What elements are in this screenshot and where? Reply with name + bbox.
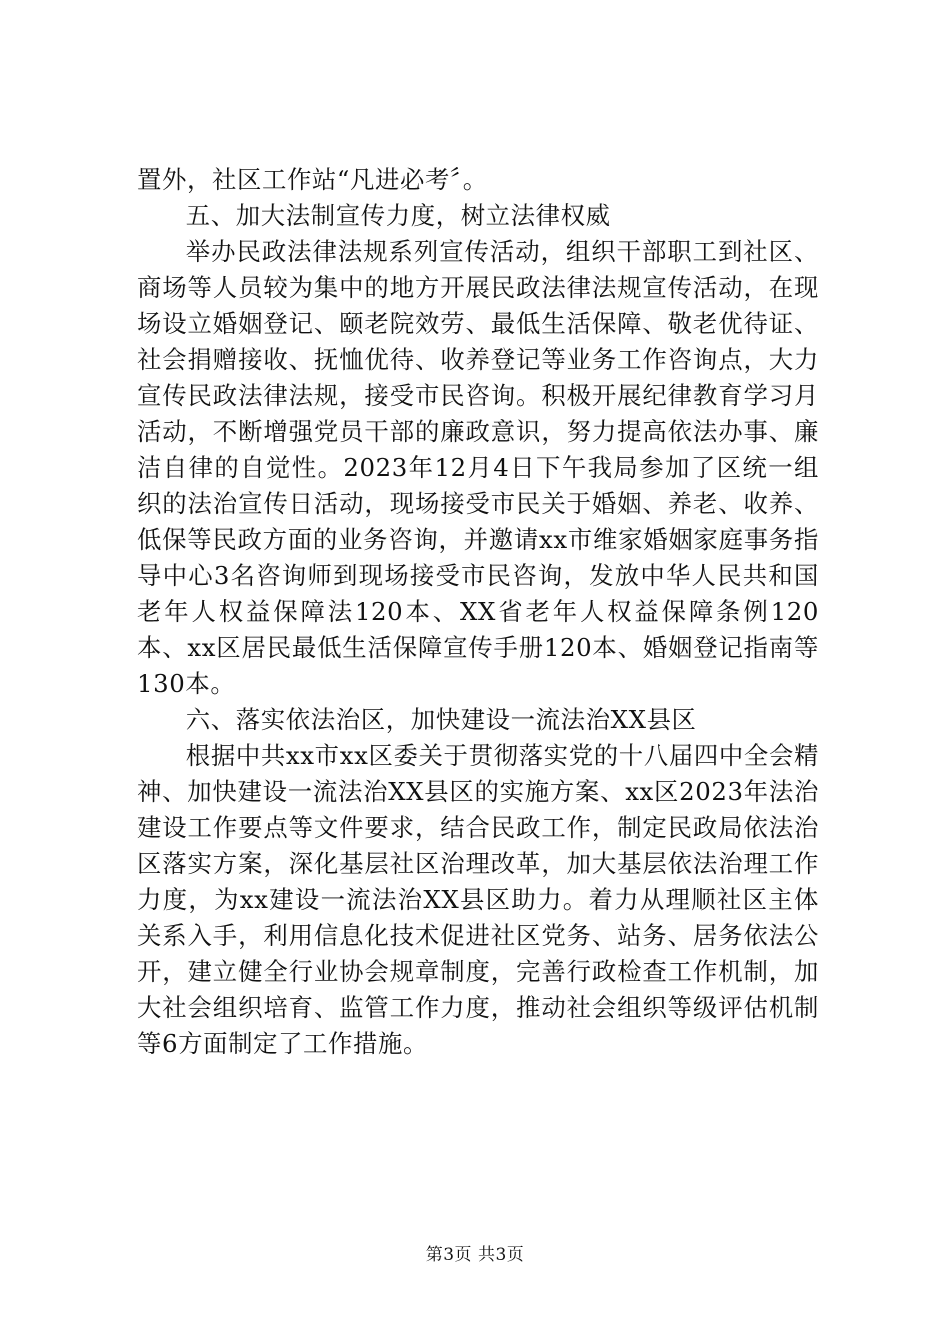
paragraph-rule-of-law: 根据中共xx市xx区委关于贯彻落实党的十八届四中全会精神、加快建设一流法治XX县区的实施方案、xx区2023年法治建设工作要点等文件要求，结合民政工作，制定民政局依法治区落实方案，深化基层社区治理改革，加大基层依法治理工作力度，为xx建设一流法治XX县区助力。着力从理顺社区主体关系入手，利用信息化技术促进社区党务、站务、居务依法公开，建立健全行业协会规章制度，完善行政检查工作机制，加大社会组织培育、监管工作力度，推动社会组织等级评估机制等6方面制定了工作措施。 — [137, 741, 819, 1058]
section-heading-5: 五、加大法制宣传力度，树立法律权威 — [185, 201, 611, 230]
page-footer: 第3页 共3页 — [425, 1245, 525, 1265]
section-heading-6: 六、落实依法治区，加快建设一流法治XX县区 — [185, 705, 697, 734]
paragraph-legal-publicity: 举办民政法律法规系列宣传活动，组织干部职工到社区、商场等人员较为集中的地方开展民政法律法规宣传活动，在现场设立婚姻登记、颐老院效劳、最低生活保障、敬老优待证、社会捐赠接收、抚恤优待、收养登记等业务工作咨询点，大力宣传民政法律法规，接受市民咨询。积极开展纪律教育学习月活动，不断增强党员干部的廉政意识，努力提高依法办事、廉洁自律的自觉性。2023年12月4日下午我局参加了区统一组织的法治宣传日活动，现场接受市民关于婚姻、养老、收养、低保等民政方面的业务咨询，并邀请xx市维家婚姻家庭事务指导中心3名咨询师到现场接受市民咨询，发放中华人民共和国老年人权益保障法120本、XX省老年人权益保障条例120本、xx区居民最低生活保障宣传手册120本、婚姻登记指南等130本。 — [137, 237, 819, 698]
document-body — [137, 162, 819, 1062]
paragraph-continuation: 置外，社区工作站“凡进必考〞。 — [137, 165, 488, 194]
